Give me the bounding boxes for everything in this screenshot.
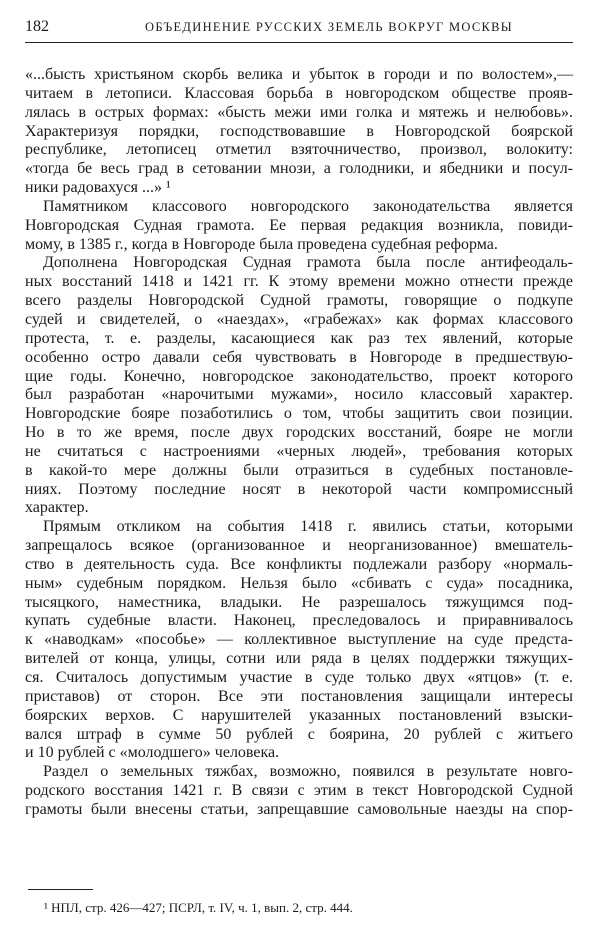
text-line: Прямым откликом на события 1418 г. явились статьи, которыми [43,518,573,536]
page-number: 182 [25,18,49,35]
text-line: лялась в острых формах: «бысть межи ими голка и мятежь и нелюбовь». [25,103,573,121]
text-line: Но в то же время, после двух городских восстаний, бояре не могли [25,424,573,442]
text-line: характер. [25,499,89,517]
paragraph [25,198,573,255]
text-line: Характеризуя порядки, господствовавшие в Новгородской боярской [25,122,573,140]
running-header [25,16,573,38]
text-line: ся. Считалось допустимым участие в суде только двух «ятцов» (т. е. [25,669,573,686]
text-line: ниях. Поэтому последние носят в некоторой части компромиссный [25,480,573,498]
text-line: Дополнена Новгородская Судная грамота была после антифеодаль- [43,254,573,272]
text-line: купать судебные власти. Наконец, преследовалось и приравнивалось [25,612,573,630]
text-line: в какой-то мере должны были отразиться в судебных постановле- [25,461,573,479]
body-text [25,66,573,820]
text-line: ство в деятельность суда. Все конфликты подлежали разбору «нормаль- [25,555,573,573]
text-line: Новгородская Судная грамота. Ее первая редакция возникла, повиди- [25,216,573,234]
text-line: Памятником классового новгородского законодательства является [43,197,573,215]
text-line: протеста, т. е. разделы, касающиеся как раз тех явлений, которые [25,329,573,347]
running-title: ОБЪЕДИНЕНИЕ РУССКИХ ЗЕМЕЛЬ ВОКРУГ МОСКВЫ [145,20,513,34]
text-line: ных восстаний 1418 и 1421 гг. К этому времени можно отнести прежде [25,273,573,291]
text-line: к «наводкам» «пособье» — коллективное выступление на суде предста- [25,631,573,649]
footnote-rule [28,889,93,890]
text-line: всего разделы Новгородской Судной грамоты, говорящие о подкупе [25,292,573,310]
text-line: вителей от конца, улицы, сотни или ряда в целях поддержки тяжущих- [25,650,573,668]
text-line: ники радовахуся ...» ¹ [25,179,171,197]
text-line: был разработан «нарочитыми мужами», носило классовый характер. [25,386,573,404]
paragraph [25,518,573,763]
header-rule [25,42,573,43]
text-line: боярских верхов. С нарушителей указанных постановлений взыски- [25,706,573,724]
text-line: судей и свидетелей, о «наездах», «грабежах» как формах классового [25,310,573,328]
text-line: республике, летописец отметил взяточничество, произвол, волокиту: [25,141,573,159]
text-line: не считаться с настроениями «черных людей», требования которых [25,442,573,460]
text-line: запрещалось всякое (организованное и неорганизованное) вмешатель- [25,537,573,555]
text-line: родского восстания 1421 г. В связи с этим в текст Новгородской Судной [25,782,573,800]
text-line: Новгородские бояре позаботились о том, чтобы защитить свои позиции. [25,405,573,423]
paragraph [25,763,573,820]
text-line: ным» судебным порядком. Нельзя было «сбивать с суда» посадника, [25,574,573,592]
text-line: приставов) от сторон. Все эти постановления защищали интересы [25,687,573,705]
text-line: читаем в летописи. Классовая борьба в новгородском обществе прояв- [25,84,573,102]
paragraph [25,254,573,518]
text-line: и 10 рублей с «молодшего» человека. [25,744,280,762]
text-line: грамоты были внесены статьи, запрещавшие самовольные наезды на спор- [25,800,573,818]
text-line: тысяцкого, наместника, владыки. Не разрешалось тяжущимся под- [25,593,573,611]
footnote: ¹ НПЛ, стр. 426—427; ПСРЛ, т. IV, ч. 1, вып. 2, стр. 444. [44,900,353,915]
text-line: «тогда бе весь град в сетовании мнози, а голодники, и ябедники и посул- [25,160,573,178]
text-line: особенно остро давали себя чувствовать в Новгороде в предшествую- [25,348,573,366]
text-line: «...бысть христьяном скорбь велика и убыток в городи и по волостем»,— [25,66,573,83]
text-line: щие годы. Конечно, новгородское законодательство, проект которого [25,367,573,385]
text-line: Раздел о земельных тяжбах, возможно, появился в результате новго- [43,763,573,781]
text-line: вался штраф в сумме 50 рублей с боярина, 20 рублей с житьего [25,725,573,743]
text-line: мому, в 1385 г., когда в Новгороде была проведена судебная реформа. [25,235,498,253]
paragraph [25,66,573,198]
